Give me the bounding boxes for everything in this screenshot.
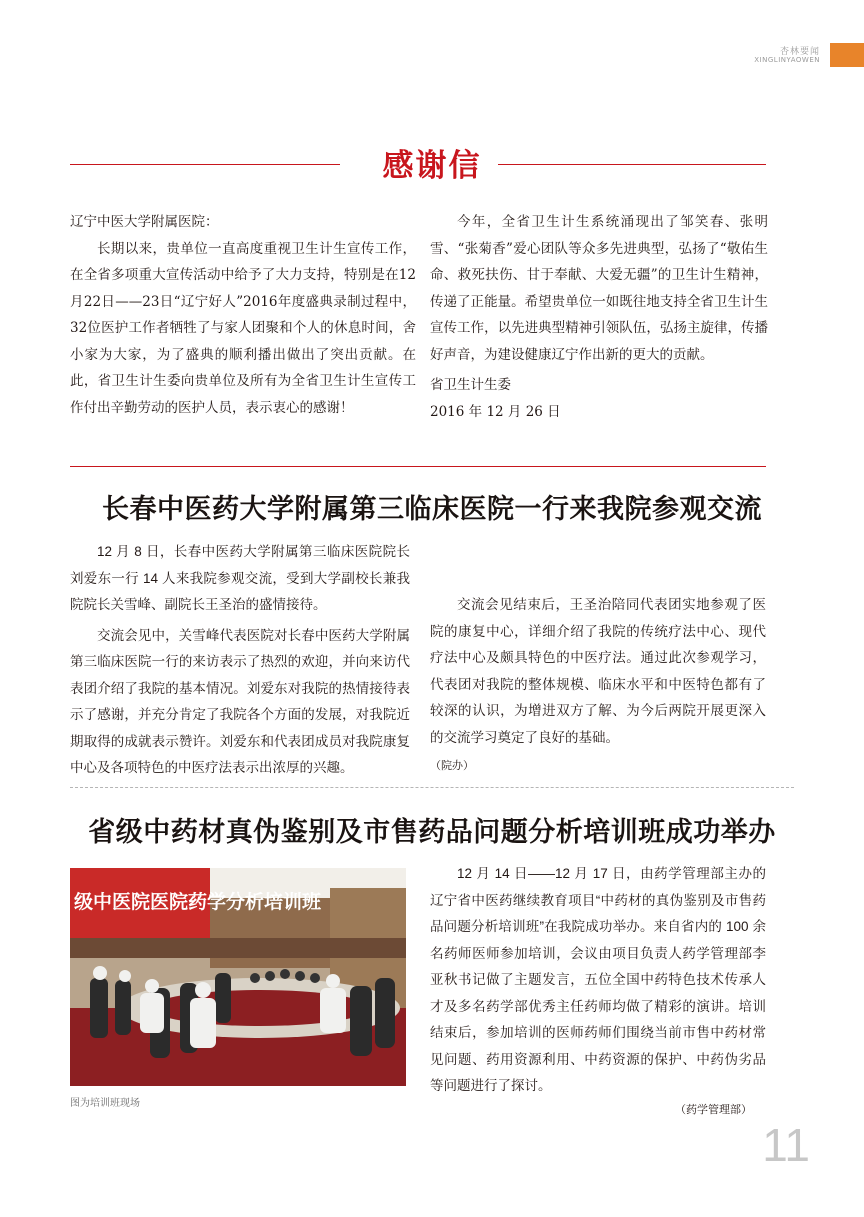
photo-caption: 图为培训班现场	[70, 1098, 140, 1109]
article-title: 长春中医药大学附属第三临床医院一行来我院参观交流	[102, 494, 762, 525]
article-paragraph: 交流会见中，关雪峰代表医院对长春中医药大学附属第三临床医院一行的来访表示了热烈的欢迎，并向来访代表团介绍了我院的基本情况。刘爱东对我院的热情接待表示了感谢，并充分肯定了我院各个方面的发展，对我院近期取得的成就表示赞许。刘爱东和代表团成员对我院康复中心及各项特色的中医疗法表示出浓厚的兴趣。	[70, 627, 410, 775]
thanks-letter-right-column	[430, 209, 768, 425]
article-paragraph: 12 月 8 日，长春中医药大学附属第三临床医院院长刘爱东一行 14 人来我院参观交流，受到大学副校长兼我院院长关雪峰、副院长王圣治的盛情接待。	[70, 544, 410, 612]
page-number: 11	[762, 1119, 810, 1171]
section-divider	[70, 466, 766, 467]
section-name: 杏林要闻	[779, 47, 820, 57]
article-source: （院办）	[430, 759, 474, 772]
photo-banner-text: 级中医院医院药学分析培训班	[74, 891, 322, 913]
article-paragraph: 交流会见结束后，王圣治陪同代表团实地参观了医院的康复中心，详细介绍了我院的传统疗法中心、现代疗法中心及颇具特色的中医疗法。通过此次参观学习，代表团对我院的整体规模、临床水平和中医特色都有了较深的认识，为增进双方了解、为今后两院开展更深入的交流学习奠定了良好的基础。	[430, 597, 766, 745]
thanks-letter-title: 感谢信	[382, 148, 482, 184]
thanks-letter-left-column	[70, 209, 416, 421]
thanks-letter-salutation: 辽宁中医大学附属医院：	[70, 214, 219, 230]
thanks-letter-paragraph: 今年，全省卫生计生系统涌现出了邹笑春、张明雪、“张菊香”爱心团队等众多先进典型，弘扬了“敬佑生命、救死扶伤、甘于奉献、大爱无疆”的卫生计生精神，传递了正能量。希望贵单位一如既往地支持全省卫生计生宣传工作，以先进典型精神引领队伍，弘扬主旋律，传播好声音，为建设健康辽宁作出新的更大的贡献。	[430, 214, 768, 363]
training-session-photo	[70, 868, 406, 1086]
section-color-tab	[830, 43, 864, 67]
article-source: （药学管理部）	[675, 1103, 752, 1116]
section-name-pinyin: XINGLINYAOWEN	[754, 56, 820, 64]
thanks-letter-date: 2016 年 12 月 26 日	[430, 403, 561, 420]
article-left-column	[70, 539, 410, 782]
article-right-column	[430, 861, 766, 1100]
article-right-column	[430, 592, 766, 780]
thanks-letter-paragraph: 长期以来，贵单位一直高度重视卫生计生宣传工作，在全省多项重大宣传活动中给予了大力支持，特别是在12月22日——23日“辽宁好人”2016年度盛典录制过程中，32位医护工作者牺牲了与家人团聚和个人的休息时间，舍小家为大家，为了盛典的顺利播出做出了突出贡献。在此，省卫生计生委向贵单位及所有为全省卫生计生宣传工作付出辛勤劳动的医护人员，表示衷心的感谢！	[70, 240, 416, 416]
thanks-letter-signature: 省卫生计生委	[430, 377, 511, 393]
article-paragraph: 12 月 14 日——12 月 17 日，由药学管理部主办的辽宁省中医药继续教育项目“中药材的真伪鉴别及市售药品问题分析培训班”在我院成功举办。来自省内的 100 余名药师医师参加培训，会议由项目负责人药学管理部李亚秋书记做了主题发言，五位全国中药特色技术传承人才及多名药学部优秀主任药师均做了精彩的演讲。培训结束后，参加培训的医师药师们围绕当前市售中药材常见问题、药用资源利用、中药资源的保护、中药伪劣品等问题进行了探讨。	[430, 866, 766, 1093]
article-title: 省级中药材真伪鉴别及市售药品问题分析培训班成功举办	[88, 817, 776, 848]
dashed-divider	[70, 787, 794, 788]
